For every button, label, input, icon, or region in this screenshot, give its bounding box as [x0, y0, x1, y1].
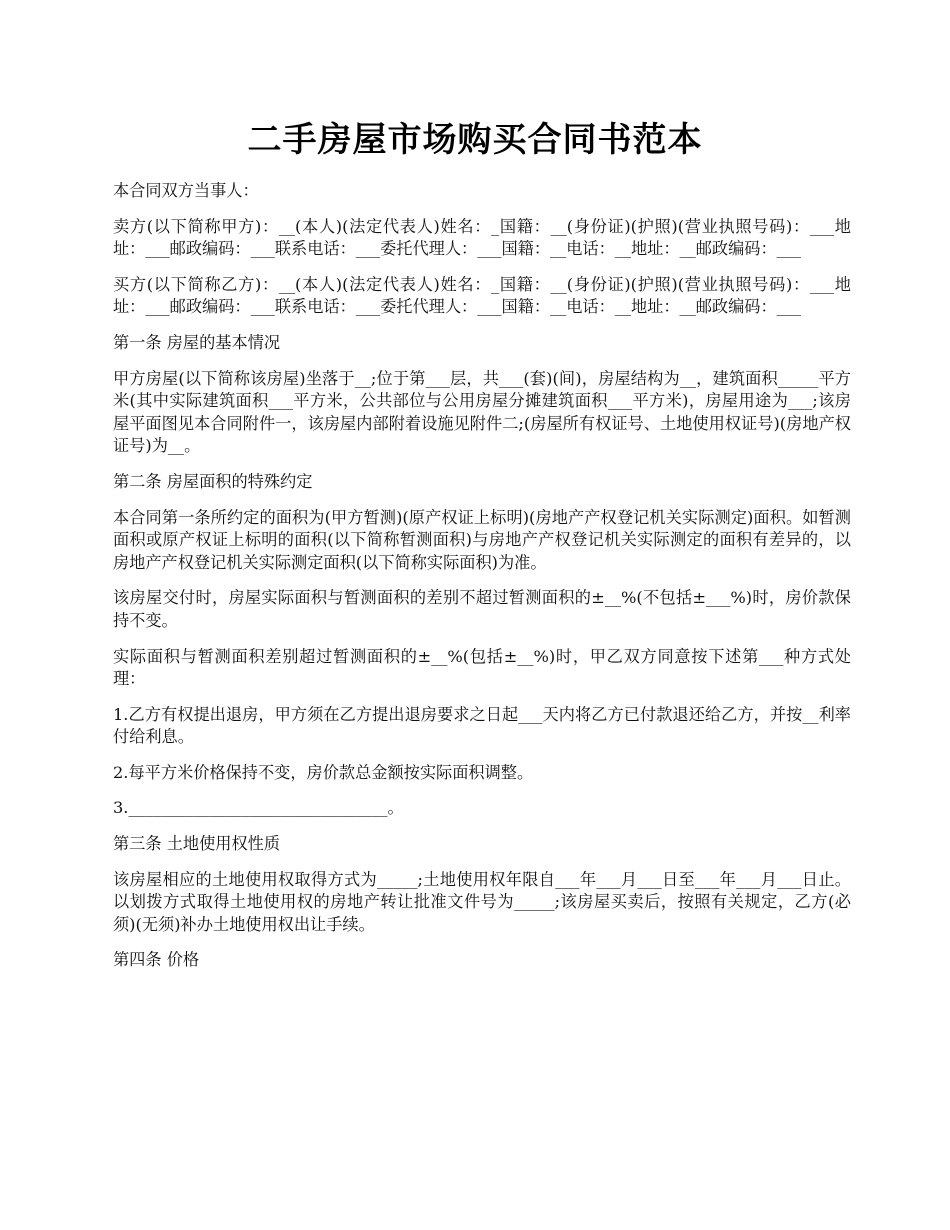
article-1-heading: 第一条 房屋的基本情况	[113, 332, 281, 352]
option-1: 1.乙方有权提出退房，甲方须在乙方提出退房要求之日起___天内将乙方已付款退还给乙方，并按__利率付给利息。	[113, 704, 851, 747]
document-body	[113, 180, 851, 985]
article-2-heading: 第二条 房屋面积的特殊约定	[113, 471, 313, 491]
buyer-info: 买方(以下简称乙方)：__(本人)(法定代表人)姓名：_国籍：__(身份证)(护照)(营业执照号码)：___地址：___邮政编码：___联系电话：___委托代理人：___国籍：__电话：__地址：__邮政编码：___	[113, 274, 851, 317]
article-2-body: 本合同第一条所约定的面积为(甲方暂测)(原产权证上标明)(房地产产权登记机关实际测定)面积。如暂测面积或原产权证上标明的面积(以下简称暂测面积)与房地产产权登记机关实际测定的面积有差异的，以房地产产权登记机关实际测定面积(以下简称实际面积)为准。	[113, 507, 851, 572]
article-2-clause-tolerance: 该房屋交付时，房屋实际面积与暂测面积的差别不超过暂测面积的±__%(不包括±___%)时，房价款保持不变。	[113, 588, 851, 630]
article-2-clause-exceed: 实际面积与暂测面积差别超过暂测面积的±__%(包括±__%)时，甲乙双方同意按下述第___种方式处理：	[113, 646, 851, 689]
article-3-heading: 第三条 土地使用权性质	[113, 834, 281, 854]
article-1-body: 甲方房屋(以下简称该房屋)坐落于__;位于第___层，共___(套)(间)，房屋结构为__，建筑面积_____平方米(其中实际建筑面积___平方米，公共部位与公用房屋分摊建筑面积___平方米)，房屋用途为___;该房屋平面图见本合同附件一，该房屋内部附着设施见附件二;(房屋所有权证号、土地使用权证号)(房地产权证号)为__。	[113, 368, 851, 456]
option-2: 2.每平方米价格保持不变，房价款总金额按实际面积调整。	[113, 762, 534, 782]
parties-intro: 本合同双方当事人：	[113, 181, 259, 200]
document-title: 二手房屋市场购买合同书范本	[247, 120, 703, 160]
article-3-body: 该房屋相应的土地使用权取得方式为_____;土地使用权年限自___年___月___日至___年___月___日止。以划拨方式取得土地使用权的房地产转让批准文件号为_____;该房屋买卖后，按照有关规定，乙方(必须)(无须)补办土地使用权出让手续。	[113, 869, 851, 934]
article-4-heading: 第四条 价格	[113, 950, 200, 970]
option-3: 3.________________________________。	[113, 798, 404, 818]
seller-info: 卖方(以下简称甲方)：__(本人)(法定代表人)姓名：_国籍：__(身份证)(护照)(营业执照号码)：___地址：___邮政编码：___联系电话：___委托代理人：___国籍：__电话：__地址：__邮政编码：___	[113, 216, 851, 259]
